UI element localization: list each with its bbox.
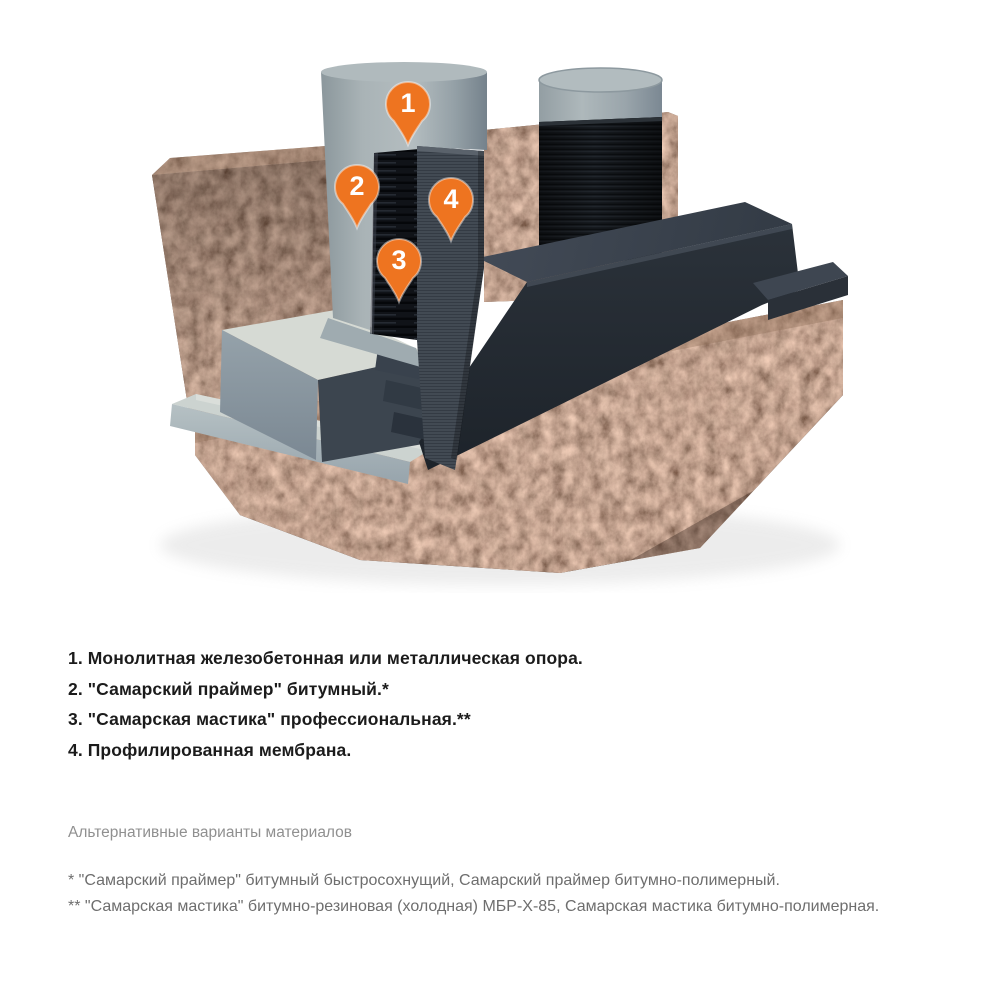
legend-item-1: 1. Монолитная железобетонная или металлическая опора. bbox=[68, 648, 583, 668]
marker-label-2: 2 bbox=[349, 171, 365, 201]
alternatives-title: Альтернативные варианты материалов bbox=[68, 824, 353, 841]
legend-item-4: 4. Профилированная мембрана. bbox=[68, 739, 352, 760]
marker-label-4: 4 bbox=[443, 184, 459, 214]
legend bbox=[68, 643, 583, 765]
footnotes bbox=[68, 868, 879, 919]
legend-item-2: 2. "Самарский праймер" битумный.* bbox=[68, 678, 389, 699]
footnote-2: ** "Самарская мастика" битумно-резиновая (холодная) МБР-Х-85, Самарская мастика битумно-полимерная. bbox=[68, 897, 880, 915]
marker-label-1: 1 bbox=[400, 88, 416, 118]
marker-label-3: 3 bbox=[391, 245, 407, 275]
footnote-1: * "Самарский праймер" битумный быстросохнущий, Самарский праймер битумно-полимерный. bbox=[68, 872, 780, 889]
legend-item-3: 3. "Самарская мастика" профессиональная.** bbox=[68, 709, 471, 729]
column-left-top-cap bbox=[321, 62, 487, 82]
